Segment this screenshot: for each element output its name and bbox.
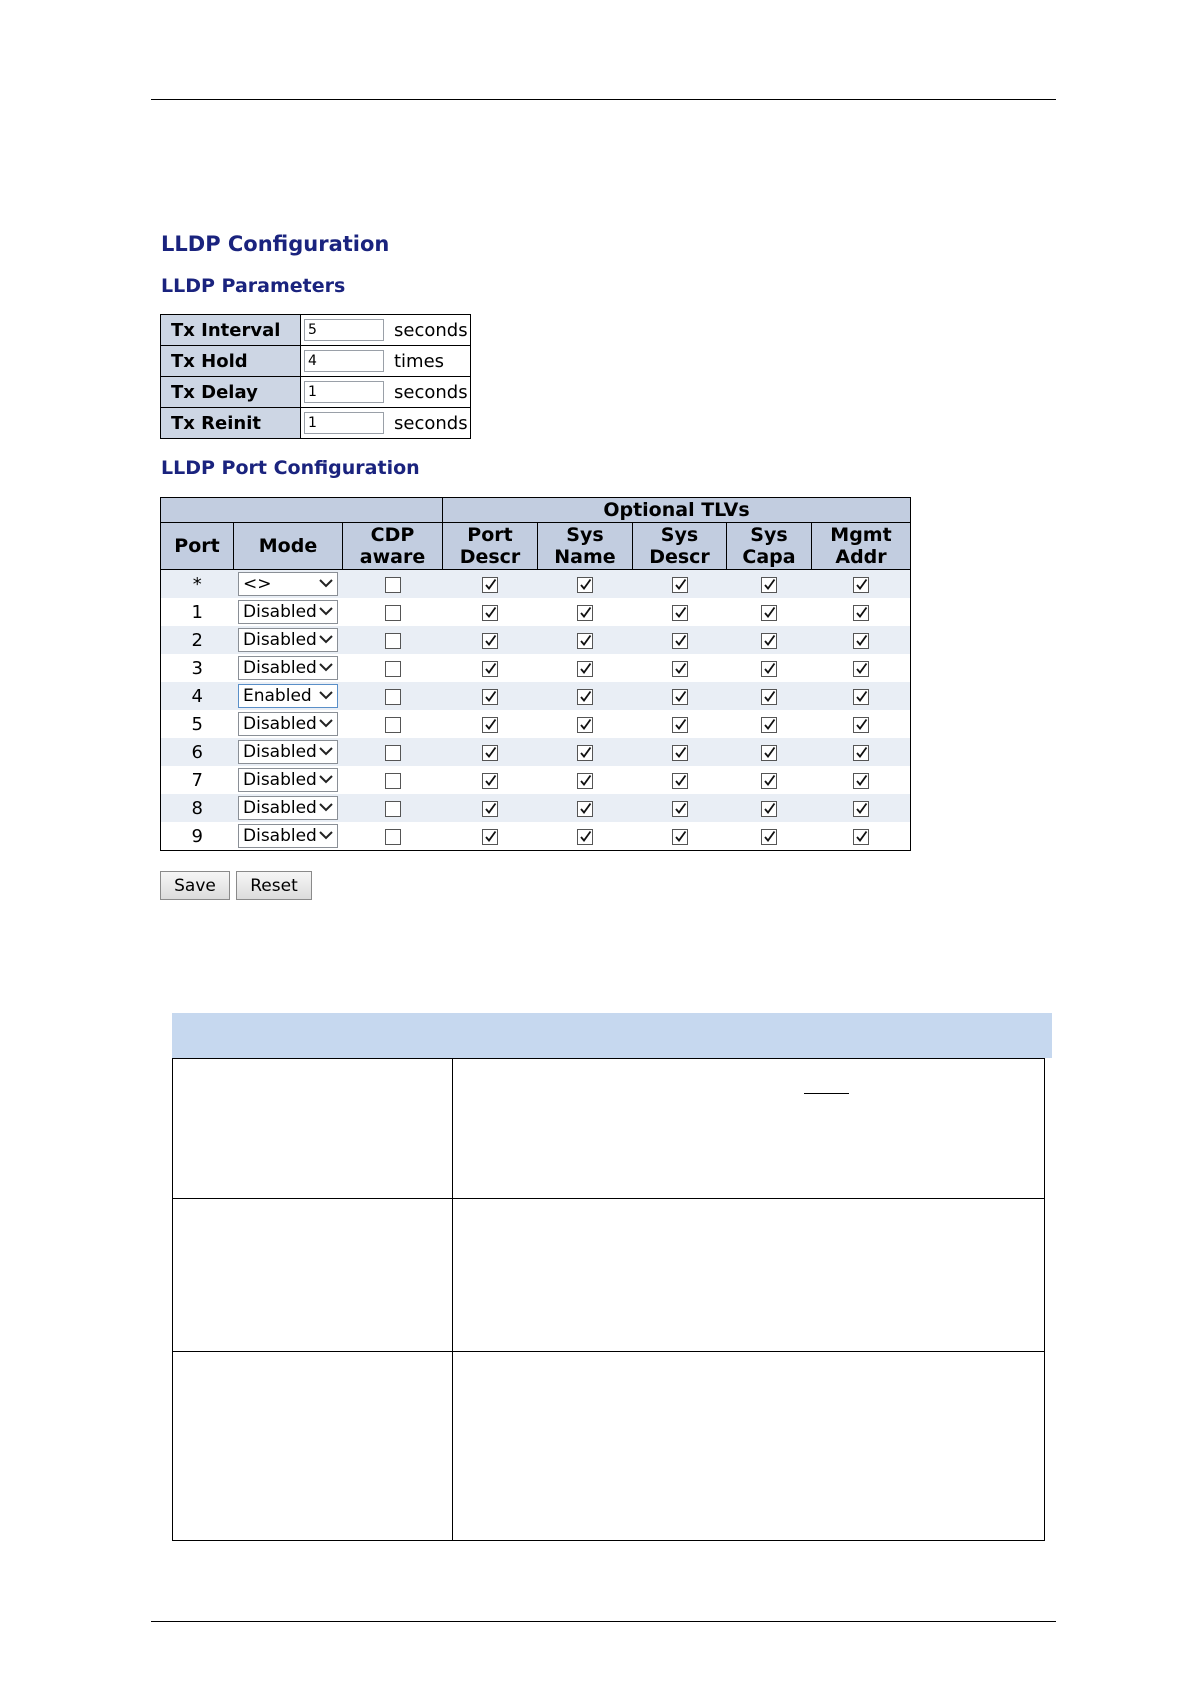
port-descr-checkbox[interactable]: [482, 773, 498, 789]
port-descr-cell: [443, 626, 538, 654]
port-descr-cell: [443, 654, 538, 682]
sys-descr-cell: [633, 710, 727, 738]
sys-descr-checkbox[interactable]: [672, 773, 688, 789]
sys-descr-checkbox[interactable]: [672, 605, 688, 621]
underline-mark: [804, 1093, 849, 1094]
mode-select[interactable]: [238, 656, 338, 680]
mgmt-addr-checkbox[interactable]: [853, 661, 869, 677]
port-descr-cell: [443, 570, 538, 599]
sys-capa-cell: [727, 570, 812, 599]
port-number: 4: [161, 682, 234, 710]
cdp-aware-checkbox[interactable]: [385, 717, 401, 733]
mode-cell: [234, 766, 343, 794]
sys-capa-cell: [727, 822, 812, 851]
port-row: [161, 570, 911, 599]
param-input[interactable]: [304, 350, 384, 372]
sys-capa-checkbox[interactable]: [761, 605, 777, 621]
sys-capa-cell: [727, 738, 812, 766]
mode-cell: [234, 822, 343, 851]
port-descr-cell: [443, 794, 538, 822]
port-descr-cell: [443, 710, 538, 738]
sys-descr-cell: [633, 822, 727, 851]
sys-descr-checkbox[interactable]: [672, 661, 688, 677]
sys-name-cell: [538, 822, 633, 851]
sys-name-checkbox[interactable]: [577, 577, 593, 593]
cdp-aware-checkbox[interactable]: [385, 633, 401, 649]
cdp-aware-cell: [343, 598, 443, 626]
port-number: *: [161, 570, 234, 599]
sys-name-checkbox[interactable]: [577, 633, 593, 649]
sys-name-cell: [538, 682, 633, 710]
top-rule: [151, 99, 1056, 100]
port-row: [161, 794, 911, 822]
sys-name-checkbox[interactable]: [577, 717, 593, 733]
sys-name-checkbox[interactable]: [577, 661, 593, 677]
sys-capa-cell: [727, 626, 812, 654]
mode-select[interactable]: [238, 684, 338, 708]
param-input[interactable]: [304, 381, 384, 403]
mode-cell: [234, 570, 343, 599]
sys-capa-checkbox[interactable]: [761, 829, 777, 845]
cdp-aware-cell: [343, 626, 443, 654]
mode-value: Disabled: [243, 602, 317, 622]
mode-cell: [234, 626, 343, 654]
sys-descr-column-header: Sys Descr: [633, 523, 727, 570]
port-row: [161, 766, 911, 794]
sys-capa-checkbox[interactable]: [761, 577, 777, 593]
sys-descr-cell: [633, 570, 727, 599]
sys-name-cell: [538, 570, 633, 599]
sys-capa-cell: [727, 598, 812, 626]
mgmt-addr-cell: [812, 570, 911, 599]
port-descr-checkbox[interactable]: [482, 577, 498, 593]
param-label: Tx Reinit: [161, 408, 301, 439]
mode-select[interactable]: [238, 572, 338, 596]
port-descr-checkbox[interactable]: [482, 745, 498, 761]
sys-name-checkbox[interactable]: [577, 605, 593, 621]
port-number: 1: [161, 598, 234, 626]
mgmt-addr-cell: [812, 794, 911, 822]
sys-capa-checkbox[interactable]: [761, 717, 777, 733]
port-descr-column-header: Port Descr: [443, 523, 538, 570]
param-value-cell: [301, 408, 395, 439]
mgmt-addr-cell: [812, 682, 911, 710]
mgmt-addr-checkbox[interactable]: [853, 745, 869, 761]
mgmt-addr-cell: [812, 626, 911, 654]
sys-name-cell: [538, 738, 633, 766]
sys-name-checkbox[interactable]: [577, 773, 593, 789]
sys-descr-checkbox[interactable]: [672, 829, 688, 845]
sys-name-cell: [538, 794, 633, 822]
cdp-aware-checkbox[interactable]: [385, 829, 401, 845]
port-number: 5: [161, 710, 234, 738]
sys-descr-checkbox[interactable]: [672, 689, 688, 705]
param-input[interactable]: [304, 412, 384, 434]
save-button[interactable]: Save: [160, 871, 230, 900]
mode-cell: [234, 794, 343, 822]
param-label: Tx Hold: [161, 346, 301, 377]
mode-value: Disabled: [243, 630, 317, 650]
mode-cell: [234, 654, 343, 682]
description-table-header: [172, 1013, 1052, 1058]
cdp-aware-column-header: CDP aware: [343, 523, 443, 570]
port-number: 6: [161, 738, 234, 766]
sys-capa-cell: [727, 766, 812, 794]
sys-name-checkbox[interactable]: [577, 829, 593, 845]
mgmt-addr-cell: [812, 598, 911, 626]
sys-capa-checkbox[interactable]: [761, 801, 777, 817]
port-descr-checkbox[interactable]: [482, 689, 498, 705]
mgmt-addr-cell: [812, 654, 911, 682]
sys-descr-cell: [633, 766, 727, 794]
port-row: [161, 822, 911, 851]
param-unit: seconds: [394, 377, 470, 408]
param-value-cell: [301, 315, 395, 346]
mode-value: Disabled: [243, 714, 317, 734]
sys-capa-cell: [727, 794, 812, 822]
cdp-aware-checkbox[interactable]: [385, 577, 401, 593]
sys-name-checkbox[interactable]: [577, 689, 593, 705]
sys-descr-checkbox[interactable]: [672, 577, 688, 593]
sys-name-cell: [538, 626, 633, 654]
cdp-aware-cell: [343, 570, 443, 599]
description-table: [172, 1058, 1045, 1541]
cdp-aware-checkbox[interactable]: [385, 689, 401, 705]
sys-descr-cell: [633, 654, 727, 682]
cdp-aware-cell: [343, 738, 443, 766]
sys-descr-cell: [633, 626, 727, 654]
port-column-header: Port: [161, 523, 234, 570]
sys-name-checkbox[interactable]: [577, 801, 593, 817]
mgmt-addr-cell: [812, 738, 911, 766]
page-title: LLDP Configuration: [161, 232, 390, 256]
mode-cell: [234, 738, 343, 766]
sys-descr-checkbox[interactable]: [672, 801, 688, 817]
mgmt-addr-cell: [812, 766, 911, 794]
cdp-aware-cell: [343, 794, 443, 822]
mgmt-addr-checkbox[interactable]: [853, 717, 869, 733]
port-descr-cell: [443, 822, 538, 851]
mode-select[interactable]: [238, 600, 338, 624]
cdp-aware-checkbox[interactable]: [385, 801, 401, 817]
mgmt-addr-cell: [812, 822, 911, 851]
sys-capa-cell: [727, 710, 812, 738]
cdp-aware-cell: [343, 654, 443, 682]
sys-descr-checkbox[interactable]: [672, 633, 688, 649]
param-unit: seconds: [394, 315, 470, 346]
mgmt-addr-checkbox[interactable]: [853, 577, 869, 593]
cdp-aware-checkbox[interactable]: [385, 605, 401, 621]
mode-cell: [234, 710, 343, 738]
mode-select[interactable]: [238, 824, 338, 848]
sys-name-cell: [538, 654, 633, 682]
sys-capa-checkbox[interactable]: [761, 773, 777, 789]
port-descr-cell: [443, 682, 538, 710]
mode-select[interactable]: [238, 796, 338, 820]
param-label: Tx Delay: [161, 377, 301, 408]
port-number: 2: [161, 626, 234, 654]
mode-value: Enabled: [243, 686, 312, 706]
port-number: 3: [161, 654, 234, 682]
port-number: 8: [161, 794, 234, 822]
port-descr-checkbox[interactable]: [482, 801, 498, 817]
cdp-aware-cell: [343, 822, 443, 851]
mode-cell: [234, 682, 343, 710]
mode-cell: [234, 598, 343, 626]
mode-column-header: Mode: [234, 523, 343, 570]
port-number: 9: [161, 822, 234, 851]
param-value-cell: [301, 346, 395, 377]
port-number: 7: [161, 766, 234, 794]
desc-cell: [173, 1199, 453, 1352]
optional-tlvs-header: Optional TLVs: [443, 498, 911, 523]
param-row: [161, 346, 471, 377]
cdp-aware-cell: [343, 710, 443, 738]
port-descr-cell: [443, 598, 538, 626]
port-row: [161, 626, 911, 654]
port-config-heading: LLDP Port Configuration: [161, 457, 420, 479]
port-descr-checkbox[interactable]: [482, 605, 498, 621]
port-descr-checkbox[interactable]: [482, 829, 498, 845]
port-descr-checkbox[interactable]: [482, 633, 498, 649]
mode-value: Disabled: [243, 742, 317, 762]
mode-value: <>: [243, 574, 272, 594]
params-table: [160, 314, 471, 439]
mgmt-addr-checkbox[interactable]: [853, 633, 869, 649]
mgmt-addr-checkbox[interactable]: [853, 689, 869, 705]
desc-cell: [173, 1059, 453, 1199]
mgmt-addr-checkbox[interactable]: [853, 829, 869, 845]
param-unit: seconds: [394, 412, 468, 434]
mode-select[interactable]: [238, 768, 338, 792]
sys-descr-cell: [633, 738, 727, 766]
cdp-aware-checkbox[interactable]: [385, 745, 401, 761]
port-descr-checkbox[interactable]: [482, 717, 498, 733]
param-row: [161, 408, 471, 439]
sys-name-checkbox[interactable]: [577, 745, 593, 761]
mgmt-addr-checkbox[interactable]: [853, 801, 869, 817]
port-descr-cell: [443, 738, 538, 766]
port-config-table: [160, 497, 911, 851]
mgmt-addr-checkbox[interactable]: [853, 773, 869, 789]
desc-cell: [453, 1352, 1045, 1541]
blank-group-header: [161, 498, 443, 523]
port-descr-cell: [443, 766, 538, 794]
param-input[interactable]: [304, 319, 384, 341]
port-row: [161, 598, 911, 626]
mode-value: Disabled: [243, 826, 317, 846]
bottom-rule: [151, 1621, 1056, 1622]
sys-descr-cell: [633, 598, 727, 626]
param-value-cell: [301, 377, 395, 408]
port-row: [161, 710, 911, 738]
sys-name-cell: [538, 598, 633, 626]
sys-descr-checkbox[interactable]: [672, 745, 688, 761]
desc-cell: [173, 1352, 453, 1541]
sys-descr-cell: [633, 794, 727, 822]
mgmt-addr-column-header: Mgmt Addr: [812, 523, 911, 570]
sys-capa-checkbox[interactable]: [761, 689, 777, 705]
param-label: Tx Interval: [161, 315, 301, 346]
sys-capa-checkbox[interactable]: [761, 661, 777, 677]
cdp-aware-cell: [343, 682, 443, 710]
sys-capa-checkbox[interactable]: [761, 745, 777, 761]
mode-value: Disabled: [243, 798, 317, 818]
mode-select[interactable]: [238, 740, 338, 764]
port-row: [161, 654, 911, 682]
param-row: [161, 315, 471, 346]
params-heading: LLDP Parameters: [161, 275, 346, 297]
sys-name-column-header: Sys Name: [538, 523, 633, 570]
port-row: [161, 682, 911, 710]
desc-cell: [453, 1059, 1045, 1199]
mode-value: Disabled: [243, 658, 317, 678]
sys-capa-column-header: Sys Capa: [727, 523, 812, 570]
cdp-aware-cell: [343, 766, 443, 794]
mgmt-addr-checkbox[interactable]: [853, 605, 869, 621]
param-row: [161, 377, 471, 408]
sys-descr-checkbox[interactable]: [672, 717, 688, 733]
sys-capa-cell: [727, 654, 812, 682]
cdp-aware-checkbox[interactable]: [385, 661, 401, 677]
sys-capa-cell: [727, 682, 812, 710]
sys-name-cell: [538, 710, 633, 738]
sys-descr-cell: [633, 682, 727, 710]
cdp-aware-checkbox[interactable]: [385, 773, 401, 789]
port-row: [161, 738, 911, 766]
mgmt-addr-cell: [812, 710, 911, 738]
port-descr-checkbox[interactable]: [482, 661, 498, 677]
desc-cell: [453, 1199, 1045, 1352]
mode-value: Disabled: [243, 770, 317, 790]
sys-capa-checkbox[interactable]: [761, 633, 777, 649]
mode-select[interactable]: [238, 712, 338, 736]
reset-button[interactable]: Reset: [236, 871, 312, 900]
sys-name-cell: [538, 766, 633, 794]
param-unit: times: [394, 346, 470, 377]
mode-select[interactable]: [238, 628, 338, 652]
